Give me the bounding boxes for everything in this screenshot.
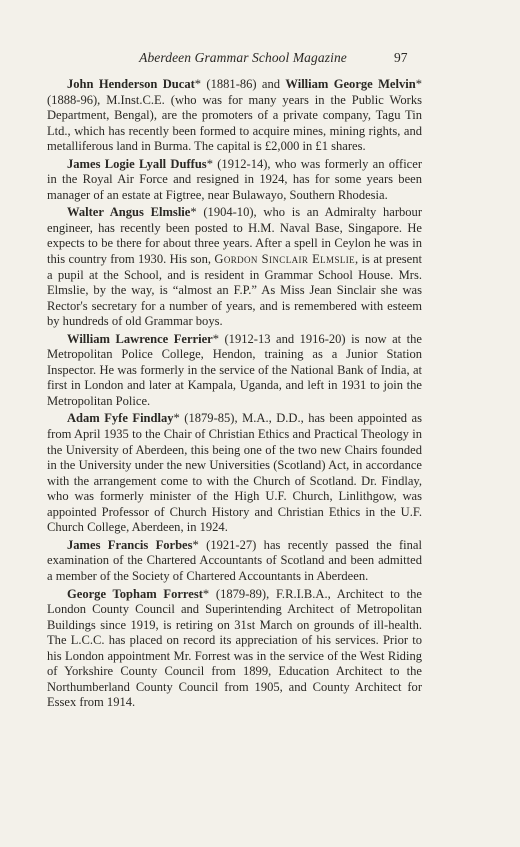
- footnote-mark: *: [415, 77, 422, 91]
- entry-forbes: [47, 538, 422, 585]
- person-name: John Henderson Ducat: [67, 77, 195, 91]
- entry-duffus: [47, 157, 422, 204]
- entry-text: , is at present a pupil at the School, and is resident in Grammar School House. Mrs. Elmslie, by the way, is “almost an F.P.” As Miss Jean Sinclair she was Rector's secretary for a number of years, and is remembered with esteem by hundreds of old Grammar boys.: [47, 252, 422, 329]
- entry-text: (1879-85), M.A., D.D., has been appointed as from April 1935 to the Chair of Christian Ethics and Practical Theology in the University of Aberdeen, this being one of the two new Chairs founded in the University under the new Universities (Scotland) Act, in accordance with the arrangement come to with the Church of Scotland. Dr. Findlay, who was formerly minister of the High U.F. Church, Linlithgow, was appointed Professor of Church History and Christian Ethics in the U.F. Church College, Aberdeen, in 1924.: [47, 411, 422, 535]
- entry-text: (1904-10), who is an Admiralty harbour engineer, has recently been posted to H.M. Naval Base, Singapore. He expects to be there for about three years. After a spell in Ceylon he was in this country from 1930. His son,: [47, 205, 422, 267]
- entry-text: (1912-13 and 1916-20) is now at the Metropolitan Police College, Hendon, training as a Junior Station Inspector. He was formerly in the service of the National Bank of India, at first in London and later at Kampala, Uganda, and left in 1931 to join the Metropolitan Police.: [47, 331, 422, 408]
- footnote-mark: *: [173, 411, 180, 426]
- footnote-mark: *: [190, 205, 197, 220]
- footnote-mark: *: [192, 537, 199, 552]
- entry-ferrier: [47, 332, 422, 410]
- entry-text: (1912-14), who was formerly an officer in the Royal Air Force and resigned in 1924, has for some years been manager of an estate at Figtree, near Bulawayo, Southern Rhodesia.: [47, 156, 422, 202]
- article-body: [47, 77, 422, 713]
- footnote-mark: *: [212, 331, 219, 346]
- entry-text: (1921-27) has recently passed the final examination of the Chartered Accountants of Scotland and been admitted a member of the Society of Chartered Accountants in Aberdeen.: [47, 537, 422, 583]
- entry-elmslie: [47, 205, 422, 329]
- entry-forrest: [47, 587, 422, 711]
- person-name-smallcaps: Gordon Sinclair Elmslie: [214, 252, 356, 267]
- footnote-mark: *: [206, 156, 213, 171]
- footnote-mark: *: [202, 586, 210, 601]
- person-name: James Francis Forbes: [67, 537, 193, 552]
- person-name: Adam Fyfe Findlay: [67, 411, 174, 426]
- entry-text: (1879-89), F.R.I.B.A., Architect to the London County Council and Superintending Architect of Metropolitan Buildings since 1919, is retiring on 31st March on grounds of ill-health. The L.C.C. has placed on record its appreciation of his services. Prior to his London appointment Mr. Forrest was in the service of the West Riding of Yorkshire County Council from 1899, Education Architect to the Northumberland County Council from 1905, and County Architect for Essex from 1914.: [47, 586, 422, 710]
- page-number: 97: [394, 50, 408, 65]
- person-name: William George Melvin: [285, 77, 416, 91]
- entry-text: (1881-86) and: [201, 77, 286, 91]
- page-header: [0, 50, 520, 70]
- person-name: George Topham Forrest: [67, 586, 203, 601]
- entry-text: (1888-96), M.Inst.C.E. (who was for many years in the Public Works Department, Bengal), are the promoters of a private company, Tagu Tin Ltd., which has recently been formed to acquire mines, mining rights, and metalliferous land in Burma. The capital is £2,000 in £1 shares.: [47, 92, 422, 154]
- running-title: Aberdeen Grammar School Magazine: [139, 50, 347, 65]
- person-name: Walter Angus Elmslie: [67, 205, 191, 220]
- footnote-mark: *: [194, 77, 202, 91]
- entry-findlay: [47, 411, 422, 535]
- entry-ducat-melvin: [47, 77, 422, 155]
- person-name: William Lawrence Ferrier: [67, 331, 213, 346]
- person-name: James Logie Lyall Duffus: [67, 156, 207, 171]
